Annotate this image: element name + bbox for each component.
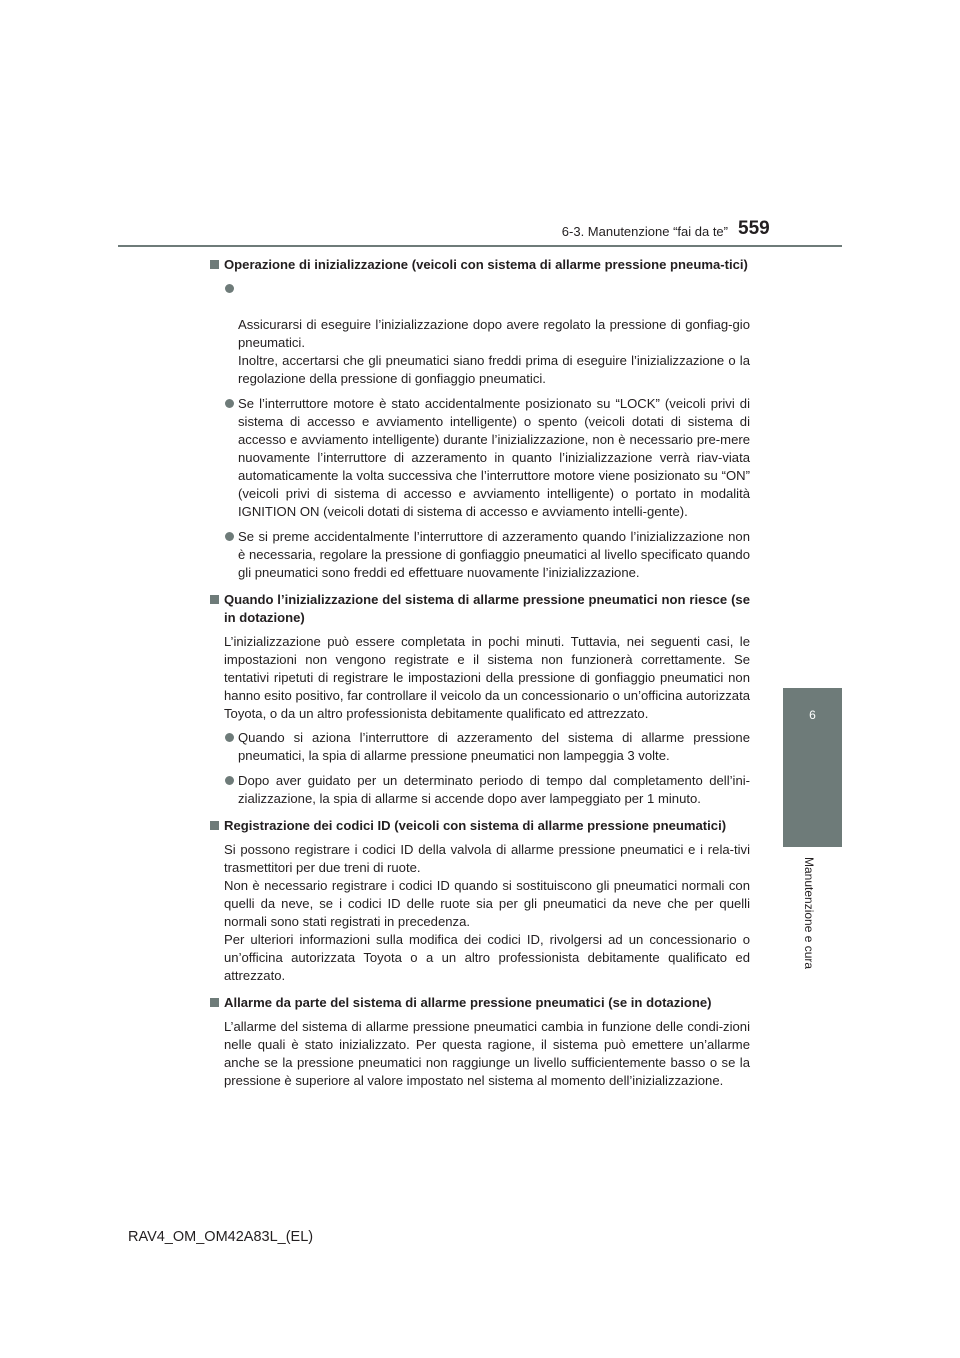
list-item-text: Assicurarsi di eseguire l’inizializzazione dopo avere regolato la pressione di gonfiag-gio pneumatici. Inoltre, accertarsi che gli pneumatici siano freddi prima di eseguire l’inizializzazione o la regolazione della pressione di gonfiaggio pneumatici. (238, 317, 750, 386)
section-heading (210, 817, 750, 835)
paragraph (210, 841, 750, 985)
paragraph-line: Per ulteriori informazioni sulla modifica dei codici ID, rivolgersi ad un concessionario o un’officina autorizzata Toyota o a un altro professionista debitamente qualificato ed attrezzato. (224, 932, 750, 983)
list-item (210, 395, 750, 521)
circle-bullet-icon (225, 532, 234, 541)
chapter-label: Manutenzione e cura (802, 857, 816, 970)
chapter-number: 6 (809, 708, 816, 722)
page-number: 559 (738, 218, 770, 239)
square-bullet-icon (210, 998, 219, 1007)
chapter-tab[interactable] (783, 688, 842, 847)
paragraph: L’allarme del sistema di allarme pressione pneumatici cambia in funzione delle condi-zioni nelle quali è stato inizializzato. Per questa ragione, il sistema può emettere un’allarme anche se la pressione pneumatici non raggiunge un livello sufficientemente basso o se la pressione è superiore al valore impostato nel sistema al momento dell’inizializzazione. (224, 1019, 750, 1088)
list-item-text: Quando si aziona l’interruttore di azzeramento del sistema di allarme pressione pneumatici, la spia di allarme pressione pneumatici non lampeggia 3 volte. (238, 730, 750, 763)
section-title: 6-3. Manutenzione “fai da te” (561, 224, 728, 239)
list-item (210, 528, 750, 582)
section-warning (210, 994, 750, 1090)
list-item (210, 772, 750, 808)
circle-bullet-icon (225, 399, 234, 408)
header-divider (118, 245, 842, 247)
square-bullet-icon (210, 595, 219, 604)
circle-bullet-icon (225, 733, 234, 742)
list-item (210, 729, 750, 765)
section-heading-text: Quando l’inizializzazione del sistema di allarme pressione pneumatici non riesce (se in dotazione) (224, 592, 750, 625)
section-heading (210, 591, 750, 627)
page-content (210, 256, 750, 1099)
document-code: RAV4_OM_OM42A83L_(EL) (128, 1229, 314, 1245)
paragraph-line: Non è necessario registrare i codici ID quando si sostituiscono gli pneumatici normali con quelli da neve, se i codici ID delle ruote sia per gli pneumatici da neve che per quelli normali sono stati registrati in precedenza. (224, 878, 750, 929)
list-item-text: Dopo aver guidato per un determinato periodo di tempo dal completamento dell’ini-zializzazione, la spia di allarme si accende dopo aver lampeggiato per 1 minuto. (238, 773, 750, 806)
circle-bullet-icon (225, 284, 234, 293)
square-bullet-icon (210, 260, 219, 269)
paragraph: L’inizializzazione può essere completata in pochi minuti. Tuttavia, nei seguenti casi, le impostazioni non vengono registrate e il sistema non funzionerà correttamente. Se tentativi ripetuti di registrare le impostazioni della pressione di gonfiaggio pneumatici non hanno esito positivo, far controllare il veicolo da un concessionario o un’officina autorizzata Toyota, o da un altro professionista debitamente qualificato ed attrezzato. (224, 634, 750, 721)
square-bullet-icon (210, 821, 219, 830)
section-initialization (210, 256, 750, 582)
section-heading-text: Allarme da parte del sistema di allarme pressione pneumatici (se in dotazione) (224, 995, 712, 1010)
list-item-text: Se si preme accidentalmente l’interruttore di azzeramento quando l’inizializzazione non è necessaria, regolare la pressione di gonfiaggio pneumatici al livello specificato quando gli pneumatici sono freddi ed effettuare nuovamente l’inizializzazione. (238, 529, 750, 580)
section-heading-text: Registrazione dei codici ID (veicoli con sistema di allarme pressione pneumatici) (224, 818, 727, 833)
list-item (210, 280, 750, 388)
section-heading (210, 256, 750, 274)
paragraph-line: Si possono registrare i codici ID della valvola di allarme pressione pneumatici e i rela-tivi trasmettitori per due treni di ruote. (224, 842, 750, 875)
section-initialization-failure (210, 591, 750, 808)
section-heading (210, 994, 750, 1012)
section-id-registration (210, 817, 750, 985)
list-item-text: Se l’interruttore motore è stato accidentalmente posizionato su “LOCK” (veicoli privi di sistema di accesso e avviamento intelligente) o spento (veicoli dotati di sistema di accesso e avviamento intelligente) durante l’inizializzazione, non è necessario pre-mere nuovamente l’interruttore di azzeramento in quanto l’inizializzazione verrà riav-viata automaticamente la volta successiva che l’interruttore motore viene posizionato su “ON” (veicoli privi di sistema di accesso e avviamento intelligente) o portato in modalità IGNITION ON (veicoli dotati di sistema di accesso e avviamento intelli-gente). (238, 396, 750, 519)
section-heading-text: Operazione di inizializzazione (veicoli con sistema di allarme pressione pneuma-tici) (224, 257, 748, 272)
circle-bullet-icon (225, 776, 234, 785)
